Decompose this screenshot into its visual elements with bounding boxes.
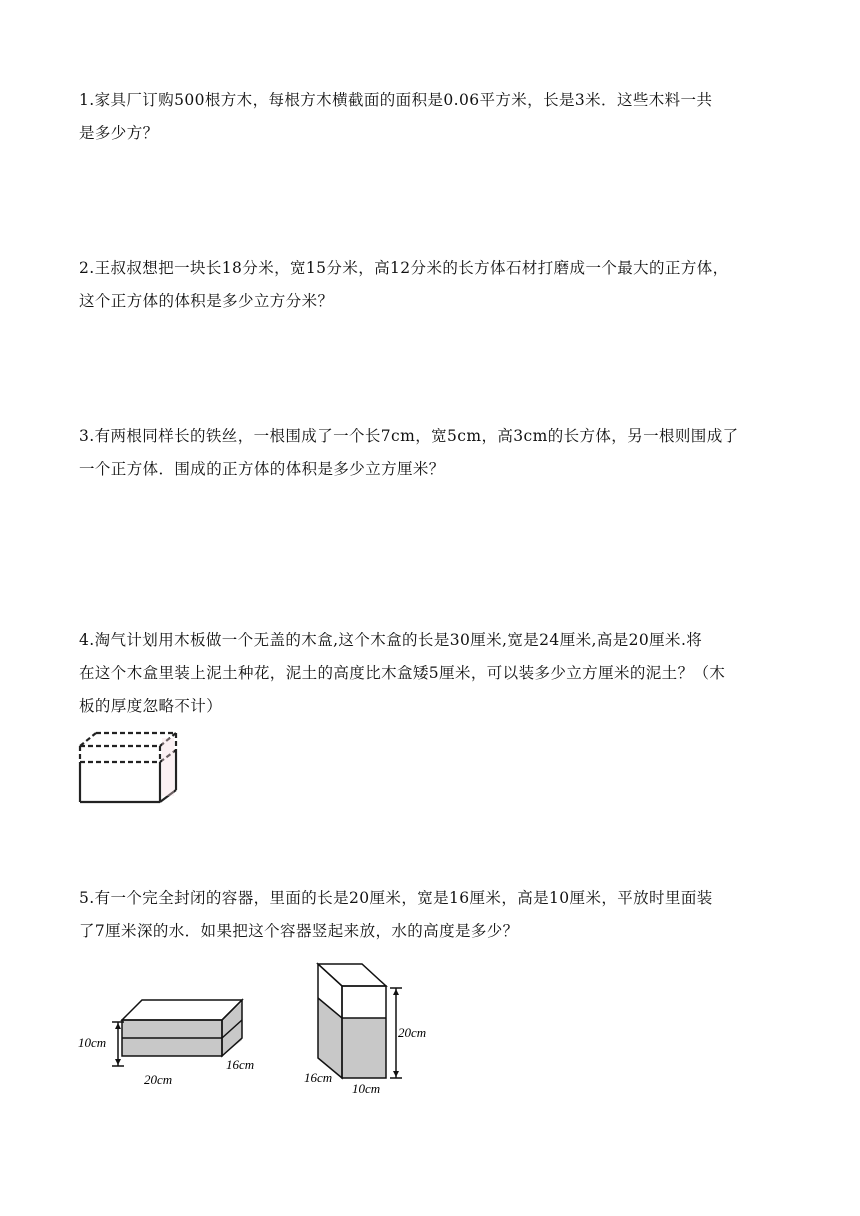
question-1-line-2: 是多少方？: [79, 124, 159, 142]
question-1: [79, 84, 784, 150]
question-2-line-2: 这个正方体的体积是多少立方分米？: [79, 292, 334, 310]
question-3-line-1: 3.有两根同样长的铁丝，一根围成了一个长7cm，宽5cm，高3cm的长方体，另一根则围成了: [79, 427, 739, 445]
question-5: [79, 882, 784, 948]
wooden-box-figure: [74, 728, 186, 806]
upright-container-figure: [300, 958, 450, 1098]
question-5-line-1: 5.有一个完全封闭的容器，里面的长是20厘米，宽是16厘米，高是10厘米，平放时里面装: [79, 889, 713, 907]
question-2: [79, 252, 784, 318]
question-4-line-1: 4.淘气计划用木板做一个无盖的木盒,这个木盒的长是30厘米,宽是24厘米,高是20厘米.将: [79, 631, 703, 649]
question-4-line-2: 在这个木盒里装上泥土种花，泥土的高度比木盒矮5厘米，可以装多少立方厘米的泥土？（木: [79, 664, 726, 682]
flat-length-label: 20cm: [144, 1072, 173, 1087]
question-2-line-1: 2.王叔叔想把一块长18分米，宽15分米，高12分米的长方体石材打磨成一个最大的正方体，: [79, 259, 729, 277]
question-4: [79, 624, 784, 723]
flat-height-label: 10cm: [78, 1035, 107, 1050]
question-5-line-2: 了7厘米深的水．如果把这个容器竖起来放，水的高度是多少？: [79, 922, 519, 940]
upright-height-label: 20cm: [398, 1025, 427, 1040]
flat-width-label: 16cm: [226, 1057, 255, 1072]
question-1-line-1: 1.家具厂订购500根方木，每根方木横截面的面积是0.06平方米，长是3米．这些木料一共: [79, 91, 713, 109]
upright-width-label: 16cm: [304, 1070, 333, 1085]
upright-length-label: 10cm: [352, 1081, 381, 1096]
question-3-line-2: 一个正方体．围成的正方体的体积是多少立方厘米？: [79, 460, 445, 478]
question-3: [79, 420, 784, 486]
question-4-line-3: 板的厚度忽略不计）: [79, 697, 223, 715]
flat-container-figure: [74, 990, 274, 1090]
